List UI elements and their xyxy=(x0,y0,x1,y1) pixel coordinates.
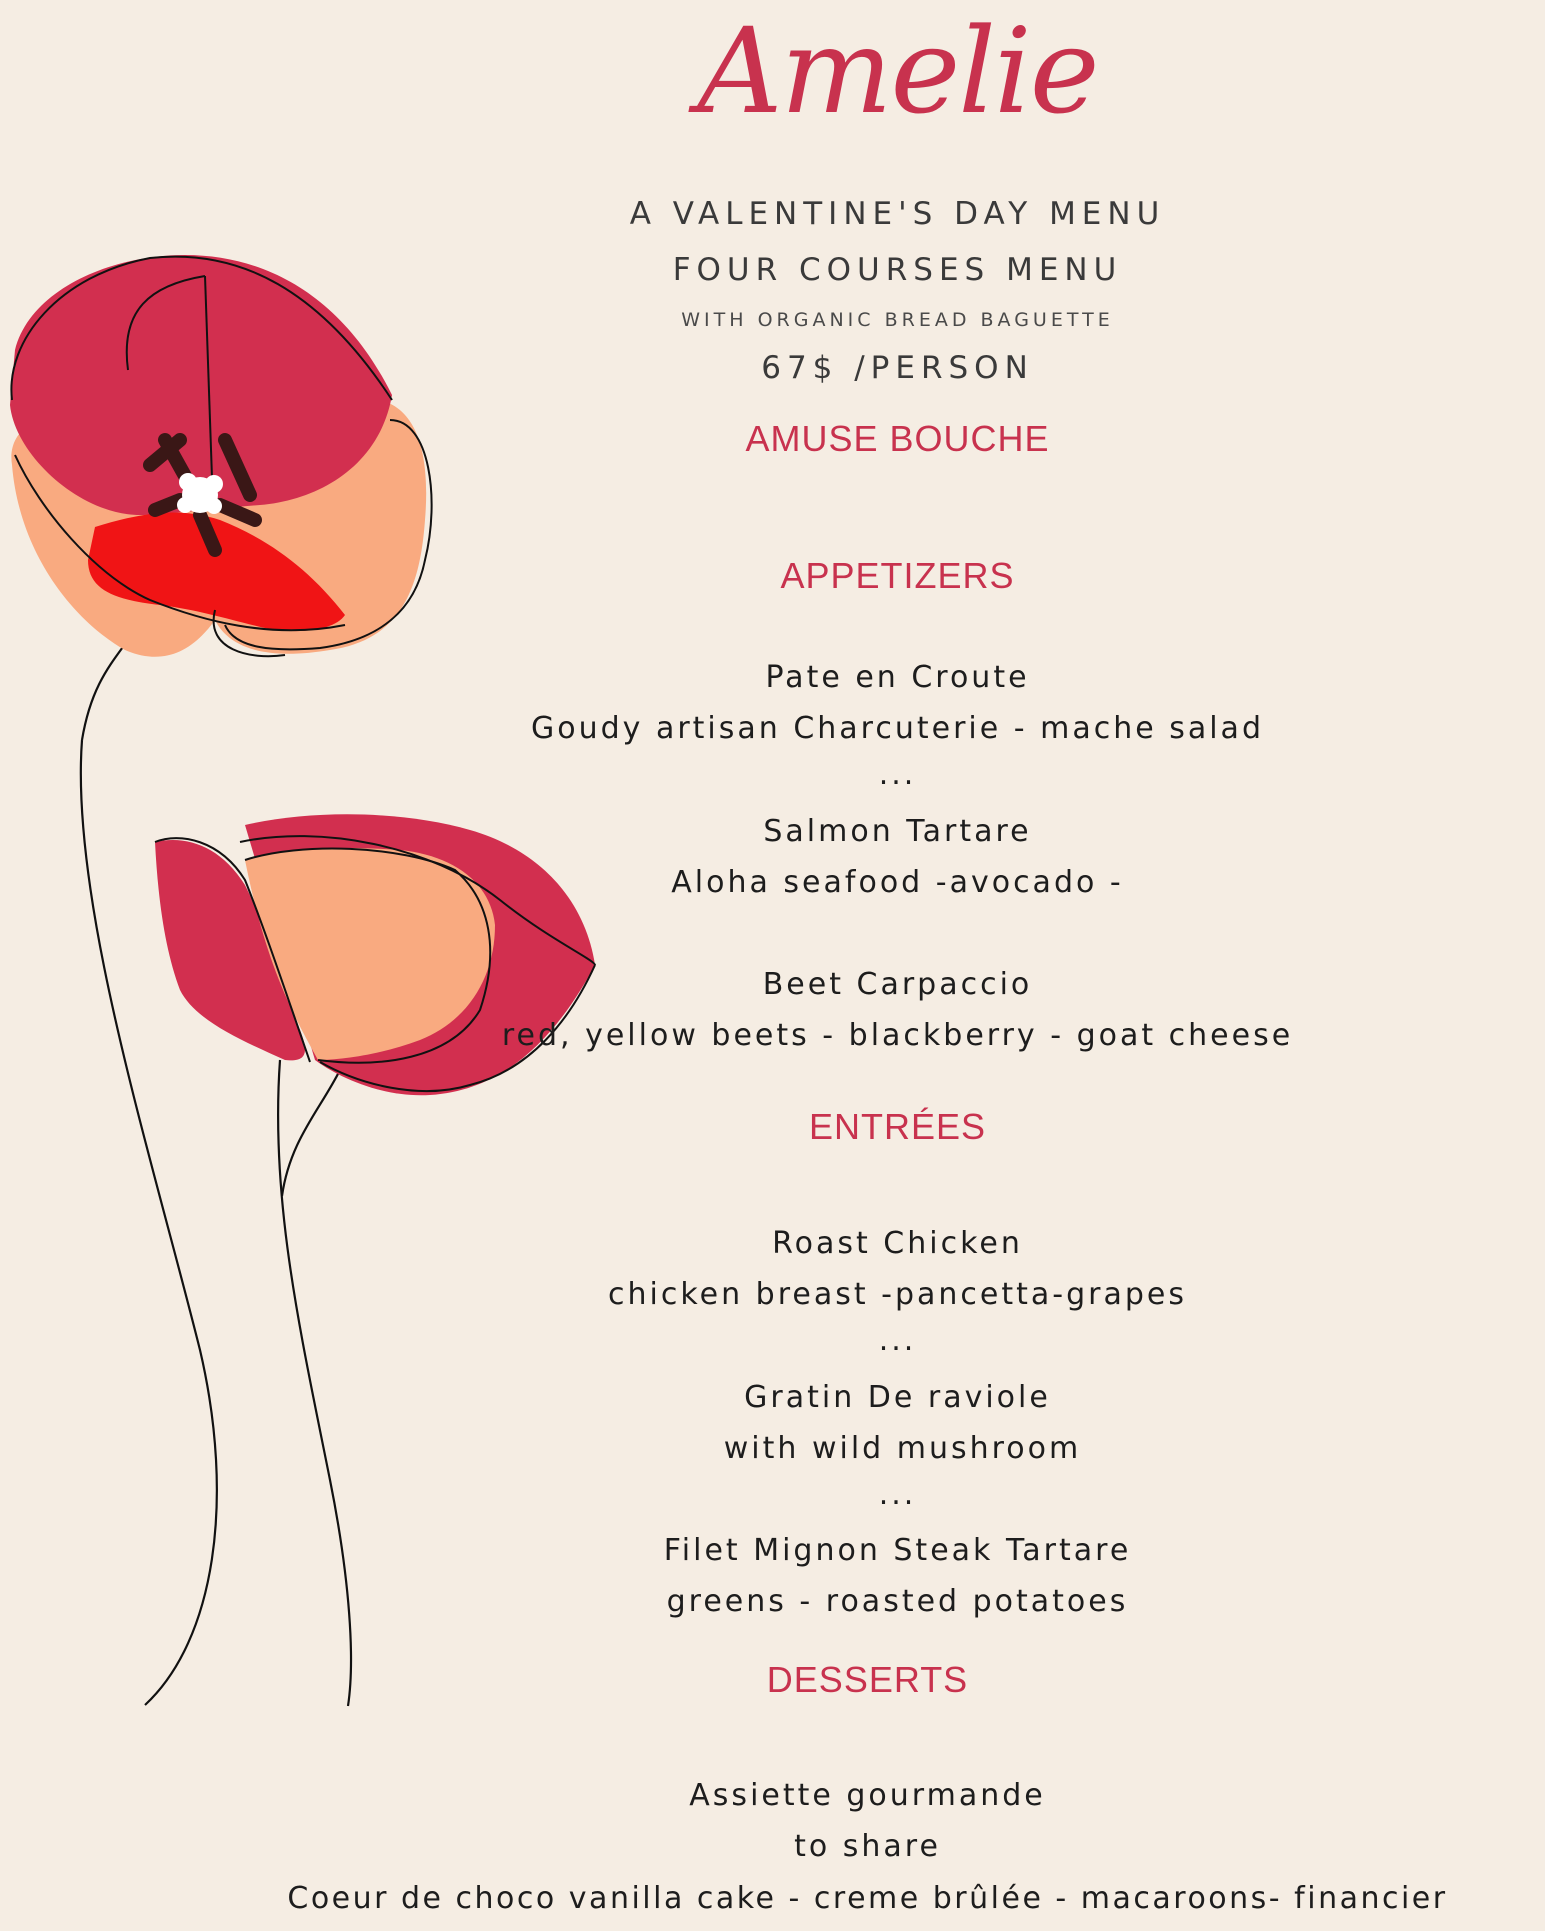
menu-item-separator: ... xyxy=(878,1477,917,1512)
menu-item-description: chicken breast -pancetta-grapes xyxy=(608,1277,1187,1312)
menu-item-description: red, yellow beets - blackberry - goat cheese xyxy=(501,1018,1294,1053)
menu-item-separator: ... xyxy=(878,757,917,792)
section-title-amuse-bouche: AMUSE BOUCHE xyxy=(745,418,1050,459)
menu-item-name: Gratin De raviole xyxy=(744,1380,1051,1415)
section-title-appetizers: APPETIZERS xyxy=(780,555,1015,596)
menu-item-separator: ... xyxy=(878,1323,917,1358)
menu-courses: FOUR COURSES MENU xyxy=(672,252,1123,288)
menu-item-description: Coeur de choco vanilla cake - creme brûlée - macaroons- financier xyxy=(287,1881,1448,1916)
menu-item-description: with wild mushroom xyxy=(723,1431,1082,1466)
menu-item-description: to share xyxy=(794,1829,941,1864)
menu-occasion: A VALENTINE'S DAY MENU xyxy=(629,196,1166,232)
menu-price: 67$ /PERSON xyxy=(761,350,1034,386)
menu-item-description: greens - roasted potatoes xyxy=(666,1584,1129,1619)
menu-item-name: Assiette gourmande xyxy=(689,1778,1046,1813)
menu-item-name: Roast Chicken xyxy=(772,1226,1023,1261)
menu-item-description: Aloha seafood -avocado - xyxy=(671,865,1124,900)
menu-item-name: Beet Carpaccio xyxy=(762,967,1033,1002)
menu-bread-note: WITH ORGANIC BREAD BAGUETTE xyxy=(681,309,1114,331)
section-title-desserts: DESSERTS xyxy=(766,1659,969,1700)
brand-logo: Amelie xyxy=(697,2,1098,140)
menu-item-name: Pate en Croute xyxy=(765,660,1030,695)
menu-item-description: Goudy artisan Charcuterie - mache salad xyxy=(531,711,1264,746)
section-title-entrees: ENTRÉES xyxy=(808,1106,987,1147)
menu-item-name: Salmon Tartare xyxy=(763,814,1032,849)
menu-item-name: Filet Mignon Steak Tartare xyxy=(663,1533,1132,1568)
